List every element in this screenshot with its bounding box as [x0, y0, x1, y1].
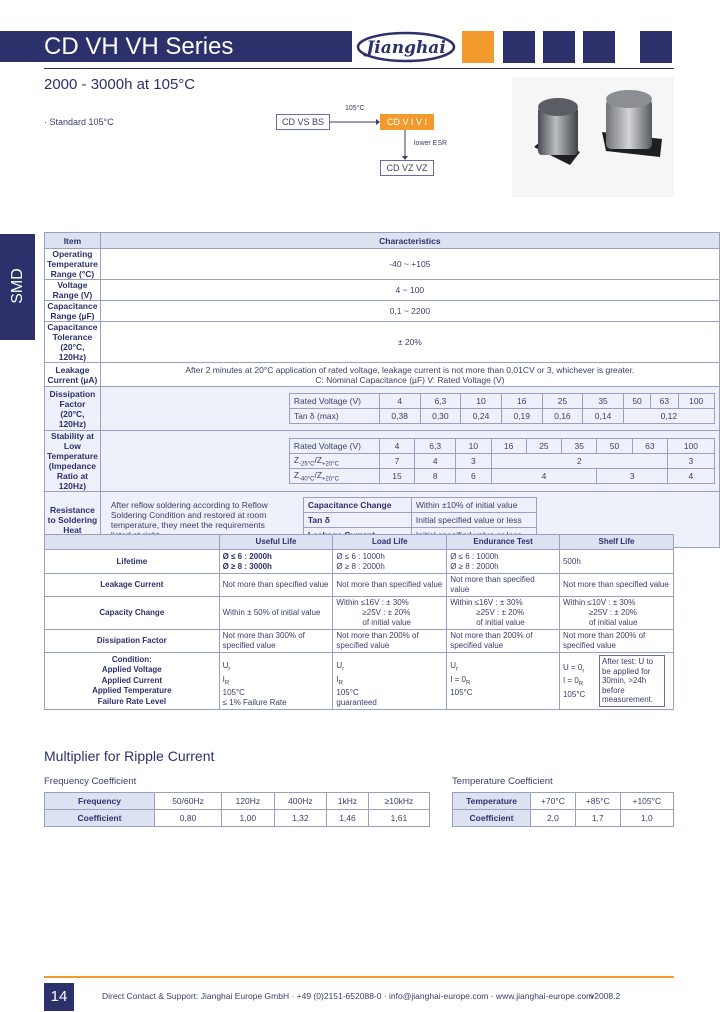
dissipation-shelf: specified value	[562, 641, 616, 650]
flow-box-next: CD VZ VZ	[380, 160, 434, 176]
flow-box-previous: CD VS BS	[276, 114, 330, 130]
z25-label: $Z_{-25^\circ C}/Z_{+20^\circ C}$	[289, 454, 379, 469]
life-row-lifetime	[45, 550, 674, 574]
voltage-cell: 6,3	[420, 394, 461, 409]
condition-useful: $U_r$	[222, 661, 231, 673]
coefficient-cell: 1,0	[620, 810, 673, 827]
spec-row-stability	[45, 431, 720, 492]
z-cell: 8	[415, 469, 456, 484]
spec-table	[44, 232, 720, 548]
condition-label: Applied Voltage	[101, 665, 162, 675]
lifetime-endurance-small: Ø ≤ 6 : 1000h	[450, 551, 499, 561]
life-label: Leakage Current	[45, 574, 220, 597]
temperature-caption: Temperature Coefficient	[452, 776, 553, 787]
z-cell: 3	[667, 454, 714, 469]
spec-row	[45, 322, 720, 363]
spec-item-label: Dissipation Factor (20°C, 120Hz)	[45, 387, 101, 431]
spec-row	[45, 301, 720, 322]
z-cell: 4	[667, 469, 714, 484]
condition-load: 105°C	[336, 688, 359, 698]
z-cell: 6	[456, 469, 491, 484]
voltage-cell: 100	[678, 394, 714, 409]
stability-subtable	[289, 438, 715, 484]
leakage-legend: C: Nominal Capacitance (µF) V: Rated Voltage (V)	[315, 374, 505, 385]
z-cell: 4	[415, 454, 456, 469]
frequency-caption: Frequency Coefficient	[44, 776, 137, 787]
temperature-label: Temperature	[453, 793, 531, 810]
condition-load: guaranteed	[336, 698, 377, 708]
frequency-coefficient-row	[45, 810, 430, 827]
life-row-dissipation	[45, 630, 674, 653]
capacitance-shelf: Within ≤10V : ± 30%	[562, 598, 636, 607]
frequency-cell: 120Hz	[222, 793, 275, 810]
flow-box-current: CD V I V I	[380, 114, 434, 130]
product-photo	[512, 77, 674, 197]
soldering-label: Capacitance Change	[303, 497, 411, 512]
spec-value: 0,1 ~ 2200	[100, 301, 719, 322]
frequency-table	[44, 792, 430, 827]
voltage-cell: 4	[379, 439, 414, 454]
flow-lower-label: lower ESR	[414, 140, 448, 147]
voltage-cell: 50	[597, 439, 632, 454]
spec-item-label: Capacitance Range (µF)	[45, 301, 101, 322]
condition-label: Applied Temperature	[92, 686, 172, 696]
spec-value: ± 20%	[100, 322, 719, 363]
rated-voltage-label: Rated Voltage (V)	[289, 439, 379, 454]
life-header-row	[45, 535, 674, 550]
dissipation-subtable	[289, 393, 715, 424]
condition-endurance: $U_r$	[450, 661, 458, 673]
spec-row-leakage	[45, 363, 720, 387]
voltage-cell: 16	[491, 439, 526, 454]
accent-square	[640, 31, 672, 63]
accent-square-orange	[462, 31, 494, 63]
life-row-capacitance	[45, 597, 674, 630]
capacitance-endurance: ≥25V : ± 20%	[476, 608, 525, 617]
spec-col-item: Item	[45, 233, 101, 249]
coefficient-label: Coefficient	[45, 810, 155, 827]
rated-voltage-label: Rated Voltage (V)	[289, 394, 379, 409]
frequency-row	[45, 793, 430, 810]
voltage-cell: 35	[583, 394, 624, 409]
coefficient-cell: 2,0	[531, 810, 576, 827]
dissipation-useful: Not more than 300% of	[222, 631, 305, 640]
dissipation-load: specified value	[336, 641, 390, 650]
spec-header-row	[45, 233, 720, 249]
life-col-endurance: Endurance Test	[447, 535, 560, 550]
condition-label: Failure Rate Level	[97, 696, 167, 706]
spec-row	[45, 249, 720, 280]
z-cell: 15	[379, 469, 414, 484]
frequency-cell: ≥10kHz	[368, 793, 429, 810]
condition-label: Applied Current	[101, 675, 163, 685]
life-row-leakage	[45, 574, 674, 597]
capacitance-endurance: Within ≤16V : ± 30%	[450, 598, 523, 607]
lifetime-endurance-large: Ø ≥ 8 : 2000h	[450, 561, 499, 571]
lifetime-useful-large: Ø ≥ 8 : 3000h	[222, 561, 272, 571]
soldering-row	[303, 512, 536, 527]
tan-cell: 0,19	[501, 409, 542, 424]
spec-value: 4 ~ 100	[100, 280, 719, 301]
tan-label: Tan δ (max)	[289, 409, 379, 424]
tan-cell: 0,12	[623, 409, 714, 424]
z-cell: 2	[491, 454, 667, 469]
life-col-blank	[45, 535, 220, 550]
spec-item-label: Capacitance Tolerance (20°C, 120Hz)	[45, 322, 101, 363]
frequency-cell: 50/60Hz	[155, 793, 222, 810]
footer-rule	[44, 976, 674, 978]
coefficient-cell: 1,32	[274, 810, 327, 827]
coefficient-cell: 1,7	[575, 810, 620, 827]
dissipation-useful: specified value	[222, 641, 276, 650]
spec-col-characteristics: Characteristics	[100, 233, 719, 249]
coefficient-cell: 0,80	[155, 810, 222, 827]
dissipation-endurance: specified value	[450, 641, 504, 650]
leakage-endurance: Not more than specified value	[447, 574, 560, 597]
spec-row	[45, 280, 720, 301]
capacitance-load: Within ≤16V : ± 30%	[336, 598, 409, 607]
life-label: Lifetime	[45, 550, 220, 574]
stability-z25-row	[289, 454, 714, 469]
z-cell: 7	[379, 454, 414, 469]
life-row-condition	[45, 653, 674, 710]
condition-label: Condition:	[111, 654, 152, 664]
lifetime-useful-small: Ø ≤ 6 : 2000h	[222, 551, 272, 561]
leakage-text: After 2 minutes at 20°C application of rated voltage, leakage current is not more than 0,01CV or 3, whichever is greater.	[185, 364, 635, 375]
capacitance-shelf: ≥25V : ± 20%	[588, 608, 637, 617]
soldering-value: Within ±10% of initial value	[411, 497, 536, 512]
condition-useful: ≤ 1% Failure Rate	[222, 698, 287, 708]
page-number: 14	[44, 983, 74, 1011]
spec-item-sublabel: (Impedance Ratio at 120Hz)	[48, 461, 97, 491]
condition-endurance: $I = 0_R$	[450, 674, 471, 687]
spec-item-label: Resistance to Soldering Heat	[45, 492, 101, 548]
capacitance-load: ≥25V : ± 20%	[362, 608, 411, 617]
voltage-cell: 25	[542, 394, 583, 409]
lifetime-load-large: Ø ≥ 8 : 2000h	[336, 561, 385, 571]
voltage-cell: 10	[461, 394, 502, 409]
flow-arrow-right	[330, 114, 380, 134]
leakage-useful: Not more than specified value	[219, 574, 333, 597]
voltage-cell: 63	[632, 439, 667, 454]
flow-arrow-label: 105°C	[345, 105, 365, 112]
voltage-cell: 25	[526, 439, 561, 454]
condition-useful: 105°C	[222, 688, 245, 698]
soldering-value: Initial specified value or less	[411, 512, 536, 527]
coefficient-label: Coefficient	[453, 810, 531, 827]
shelf-note: After test: U to be applied for 30min, >24h before measurement.	[599, 655, 665, 707]
voltage-cell: 50	[623, 394, 650, 409]
capacitance-load: of initial value	[362, 618, 411, 627]
condition-useful: $I_R$	[222, 674, 230, 687]
spec-item-label: Voltage Range (V)	[45, 280, 101, 301]
accent-square	[503, 31, 535, 63]
lifetime-load-small: Ø ≤ 6 : 1000h	[336, 551, 385, 561]
tan-cell: 0,14	[583, 409, 624, 424]
tan-cell: 0,38	[379, 409, 420, 424]
frequency-label: Frequency	[45, 793, 155, 810]
voltage-cell: 10	[456, 439, 491, 454]
accent-square	[583, 31, 615, 63]
coefficient-cell: 1,00	[222, 810, 275, 827]
capacitance-useful: Within ± 50% of initial value	[219, 597, 333, 630]
dissipation-shelf: Not more than 200% of	[562, 631, 646, 640]
life-col-load: Load Life	[333, 535, 447, 550]
z40-label: $Z_{-40^\circ C}/Z_{+20^\circ C}$	[289, 469, 379, 484]
brand-logo	[356, 31, 456, 63]
standard-note: · Standard 105°C	[44, 117, 114, 127]
condition-shelf: 105°C	[562, 689, 586, 699]
condition-endurance: 105°C	[450, 688, 473, 698]
temperature-row	[453, 793, 674, 810]
tan-cell: 0,24	[461, 409, 502, 424]
temperature-cell: +70°C	[531, 793, 576, 810]
voltage-cell: 35	[562, 439, 597, 454]
life-col-useful: Useful Life	[219, 535, 333, 550]
page-title: CD VH VH Series	[44, 33, 234, 60]
condition-shelf: $U = 0_r$	[562, 662, 585, 675]
flow-arrow-down	[400, 130, 410, 160]
stability-voltage-row	[289, 439, 714, 454]
temperature-cell: +85°C	[575, 793, 620, 810]
voltage-cell: 100	[667, 439, 714, 454]
soldering-row	[303, 497, 536, 512]
side-tab-label: SMD	[9, 268, 26, 304]
capacitance-endurance: of initial value	[476, 618, 525, 627]
spec-row-dissipation	[45, 387, 720, 431]
leakage-shelf: Not more than specified value	[559, 574, 673, 597]
soldering-text: After reflow soldering according to Reflow Soldering Condition and restored at room temperature, they meet the requirements	[110, 499, 268, 530]
life-table	[44, 534, 674, 710]
ripple-title: Multiplier for Ripple Current	[44, 748, 215, 764]
dissipation-tan-row	[289, 409, 714, 424]
life-col-shelf: Shelf Life	[559, 535, 673, 550]
life-label: Capacity Change	[45, 597, 220, 630]
condition-load: $I_R$	[336, 674, 343, 687]
voltage-cell: 6,3	[415, 439, 456, 454]
spec-item-label: Leakage Current (µA)	[45, 363, 101, 387]
temperature-table	[452, 792, 674, 827]
capacitance-shelf: of initial value	[588, 618, 638, 627]
subtitle: 2000 - 3000h at 105°C	[44, 76, 196, 93]
dissipation-voltage-row	[289, 394, 714, 409]
soldering-label: Tan δ	[303, 512, 411, 527]
footer-version: v2008.2	[590, 991, 621, 1001]
voltage-cell: 16	[501, 394, 542, 409]
svg-text:Jianghai: Jianghai	[366, 38, 446, 58]
footer-contact: Direct Contact & Support: Jianghai Europe GmbH · +49 (0)2151-652088-0 · info@jianghai-europe.com · www.jianghai-europe.com	[102, 991, 594, 1001]
condition-load: $U_r$	[336, 661, 345, 673]
spec-item-label: Stability at Low Temperature	[47, 431, 98, 461]
lifetime-shelf: 500h	[559, 550, 673, 574]
temperature-coefficient-row	[453, 810, 674, 827]
voltage-cell: 63	[651, 394, 678, 409]
condition-shelf: $I = 0_R$	[562, 676, 584, 688]
z-cell: 3	[597, 469, 668, 484]
dissipation-endurance: Not more than 200% of	[450, 631, 533, 640]
z-cell: 3	[456, 454, 491, 469]
dissipation-load: Not more than 200% of	[336, 631, 419, 640]
life-label: Dissipation Factor	[45, 630, 220, 653]
temperature-cell: +105°C	[620, 793, 673, 810]
leakage-load: Not more than specified value	[333, 574, 447, 597]
coefficient-cell: 1,46	[327, 810, 369, 827]
header-rule	[44, 68, 674, 69]
voltage-cell: 4	[379, 394, 420, 409]
stability-z40-row	[289, 469, 714, 484]
z-cell: 4	[491, 469, 597, 484]
tan-cell: 0,30	[420, 409, 461, 424]
spec-item-label: Operating Temperature Range (°C)	[45, 249, 101, 280]
frequency-cell: 400Hz	[274, 793, 327, 810]
accent-square	[543, 31, 575, 63]
frequency-cell: 1kHz	[327, 793, 369, 810]
tan-cell: 0,16	[542, 409, 583, 424]
coefficient-cell: 1,61	[368, 810, 429, 827]
spec-value: -40 ~ +105	[100, 249, 719, 280]
